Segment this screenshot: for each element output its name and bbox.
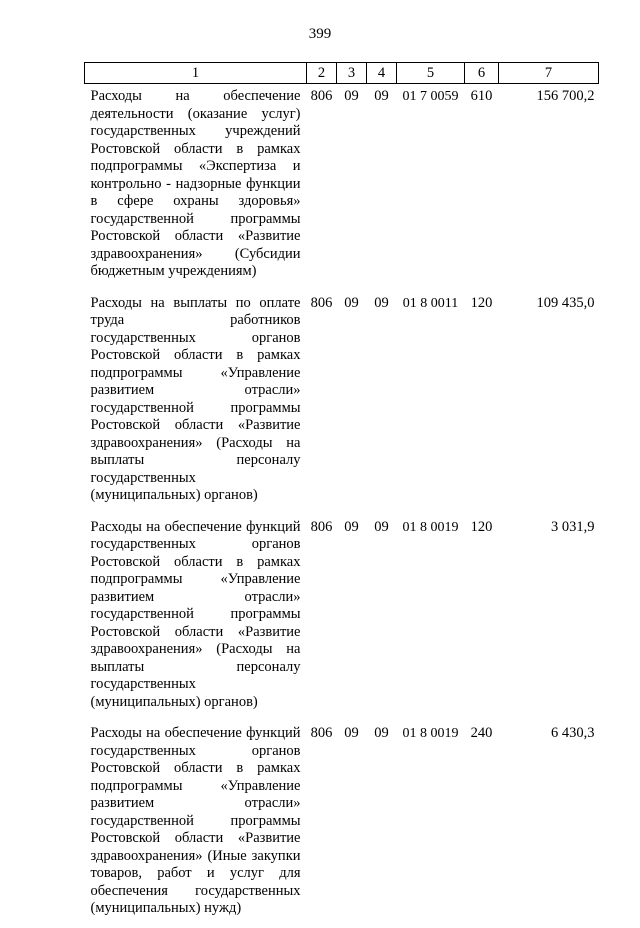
column-header-1: 1 (85, 63, 307, 84)
section-code: 09 (344, 294, 359, 311)
expense-type-code: 120 (470, 294, 493, 311)
row-description: Расходы на обеспечение функций государственных органов Ростовской области в рамках подпрограммы «Управление развитием отрасли» государственной программы Ростовской области «Развитие здравоохранения» (Иные закупки товаров, работ и услуг для обеспечения государственных (муниципальных) нужд) (90, 725, 301, 916)
column-header-5: 5 (397, 63, 465, 84)
subsection-code: 09 (374, 294, 389, 311)
row-description: Расходы на выплаты по оплате труда работников государственных органов Ростовской области в рамках подпрограммы «Управление развитием отрасли» государственной программы Ростовской области «Развитие здравоохранения» (Расходы на выплаты персоналу государственных (муниципальных) органов) (90, 294, 301, 503)
subsection-code: 09 (374, 518, 389, 535)
target-article-code: 01 7 0059 (402, 89, 459, 104)
page-number: 399 (308, 26, 332, 42)
table-row (85, 721, 599, 928)
expense-type-code: 610 (470, 88, 493, 104)
table-row (85, 291, 599, 515)
row-description: Расходы на обеспечение функций государственных органов Ростовской области в рамках подпрограммы «Управление развитием отрасли» государственной программы Ростовской области «Развитие здравоохранения» (Расходы на выплаты персоналу государственных (муниципальных) органов) (90, 518, 301, 710)
expense-type-code: 240 (470, 725, 493, 741)
amount-value: 3 031,9 (551, 518, 595, 535)
table-row (85, 84, 599, 291)
column-header-4: 4 (367, 63, 397, 84)
target-article-code: 01 8 0011 (402, 295, 459, 311)
ministry-code: 806 (310, 88, 333, 104)
section-code: 09 (344, 518, 359, 535)
ministry-code: 806 (310, 518, 333, 535)
expense-type-code: 120 (470, 518, 493, 535)
column-header-3: 3 (337, 63, 367, 84)
section-code: 09 (344, 88, 359, 104)
amount-value: 6 430,3 (551, 725, 595, 741)
table-row (85, 515, 599, 722)
column-header-6: 6 (465, 63, 499, 84)
table-header (85, 63, 599, 84)
target-article-code: 01 8 0019 (402, 726, 459, 741)
budget-table (84, 62, 599, 928)
column-header-2: 2 (307, 63, 337, 84)
ministry-code: 806 (310, 294, 333, 311)
subsection-code: 09 (374, 88, 389, 104)
table-body (85, 84, 599, 928)
row-description: Расходы на обеспечение деятельности (оказание услуг) государственных учреждений Ростовской области в рамках подпрограммы «Экспертиза и контрольно - надзорные функции в сфере охраны здоровья» государственной программы Ростовской области «Развитие здравоохранения» (Субсидии бюджетным учреждениям) (90, 88, 301, 279)
section-code: 09 (344, 725, 359, 741)
amount-value: 109 435,0 (536, 294, 595, 311)
header-row (85, 63, 599, 84)
target-article-code: 01 8 0019 (402, 519, 459, 535)
subsection-code: 09 (374, 725, 389, 741)
ministry-code: 806 (310, 725, 333, 741)
column-header-7: 7 (499, 63, 599, 84)
amount-value: 156 700,2 (536, 88, 595, 104)
